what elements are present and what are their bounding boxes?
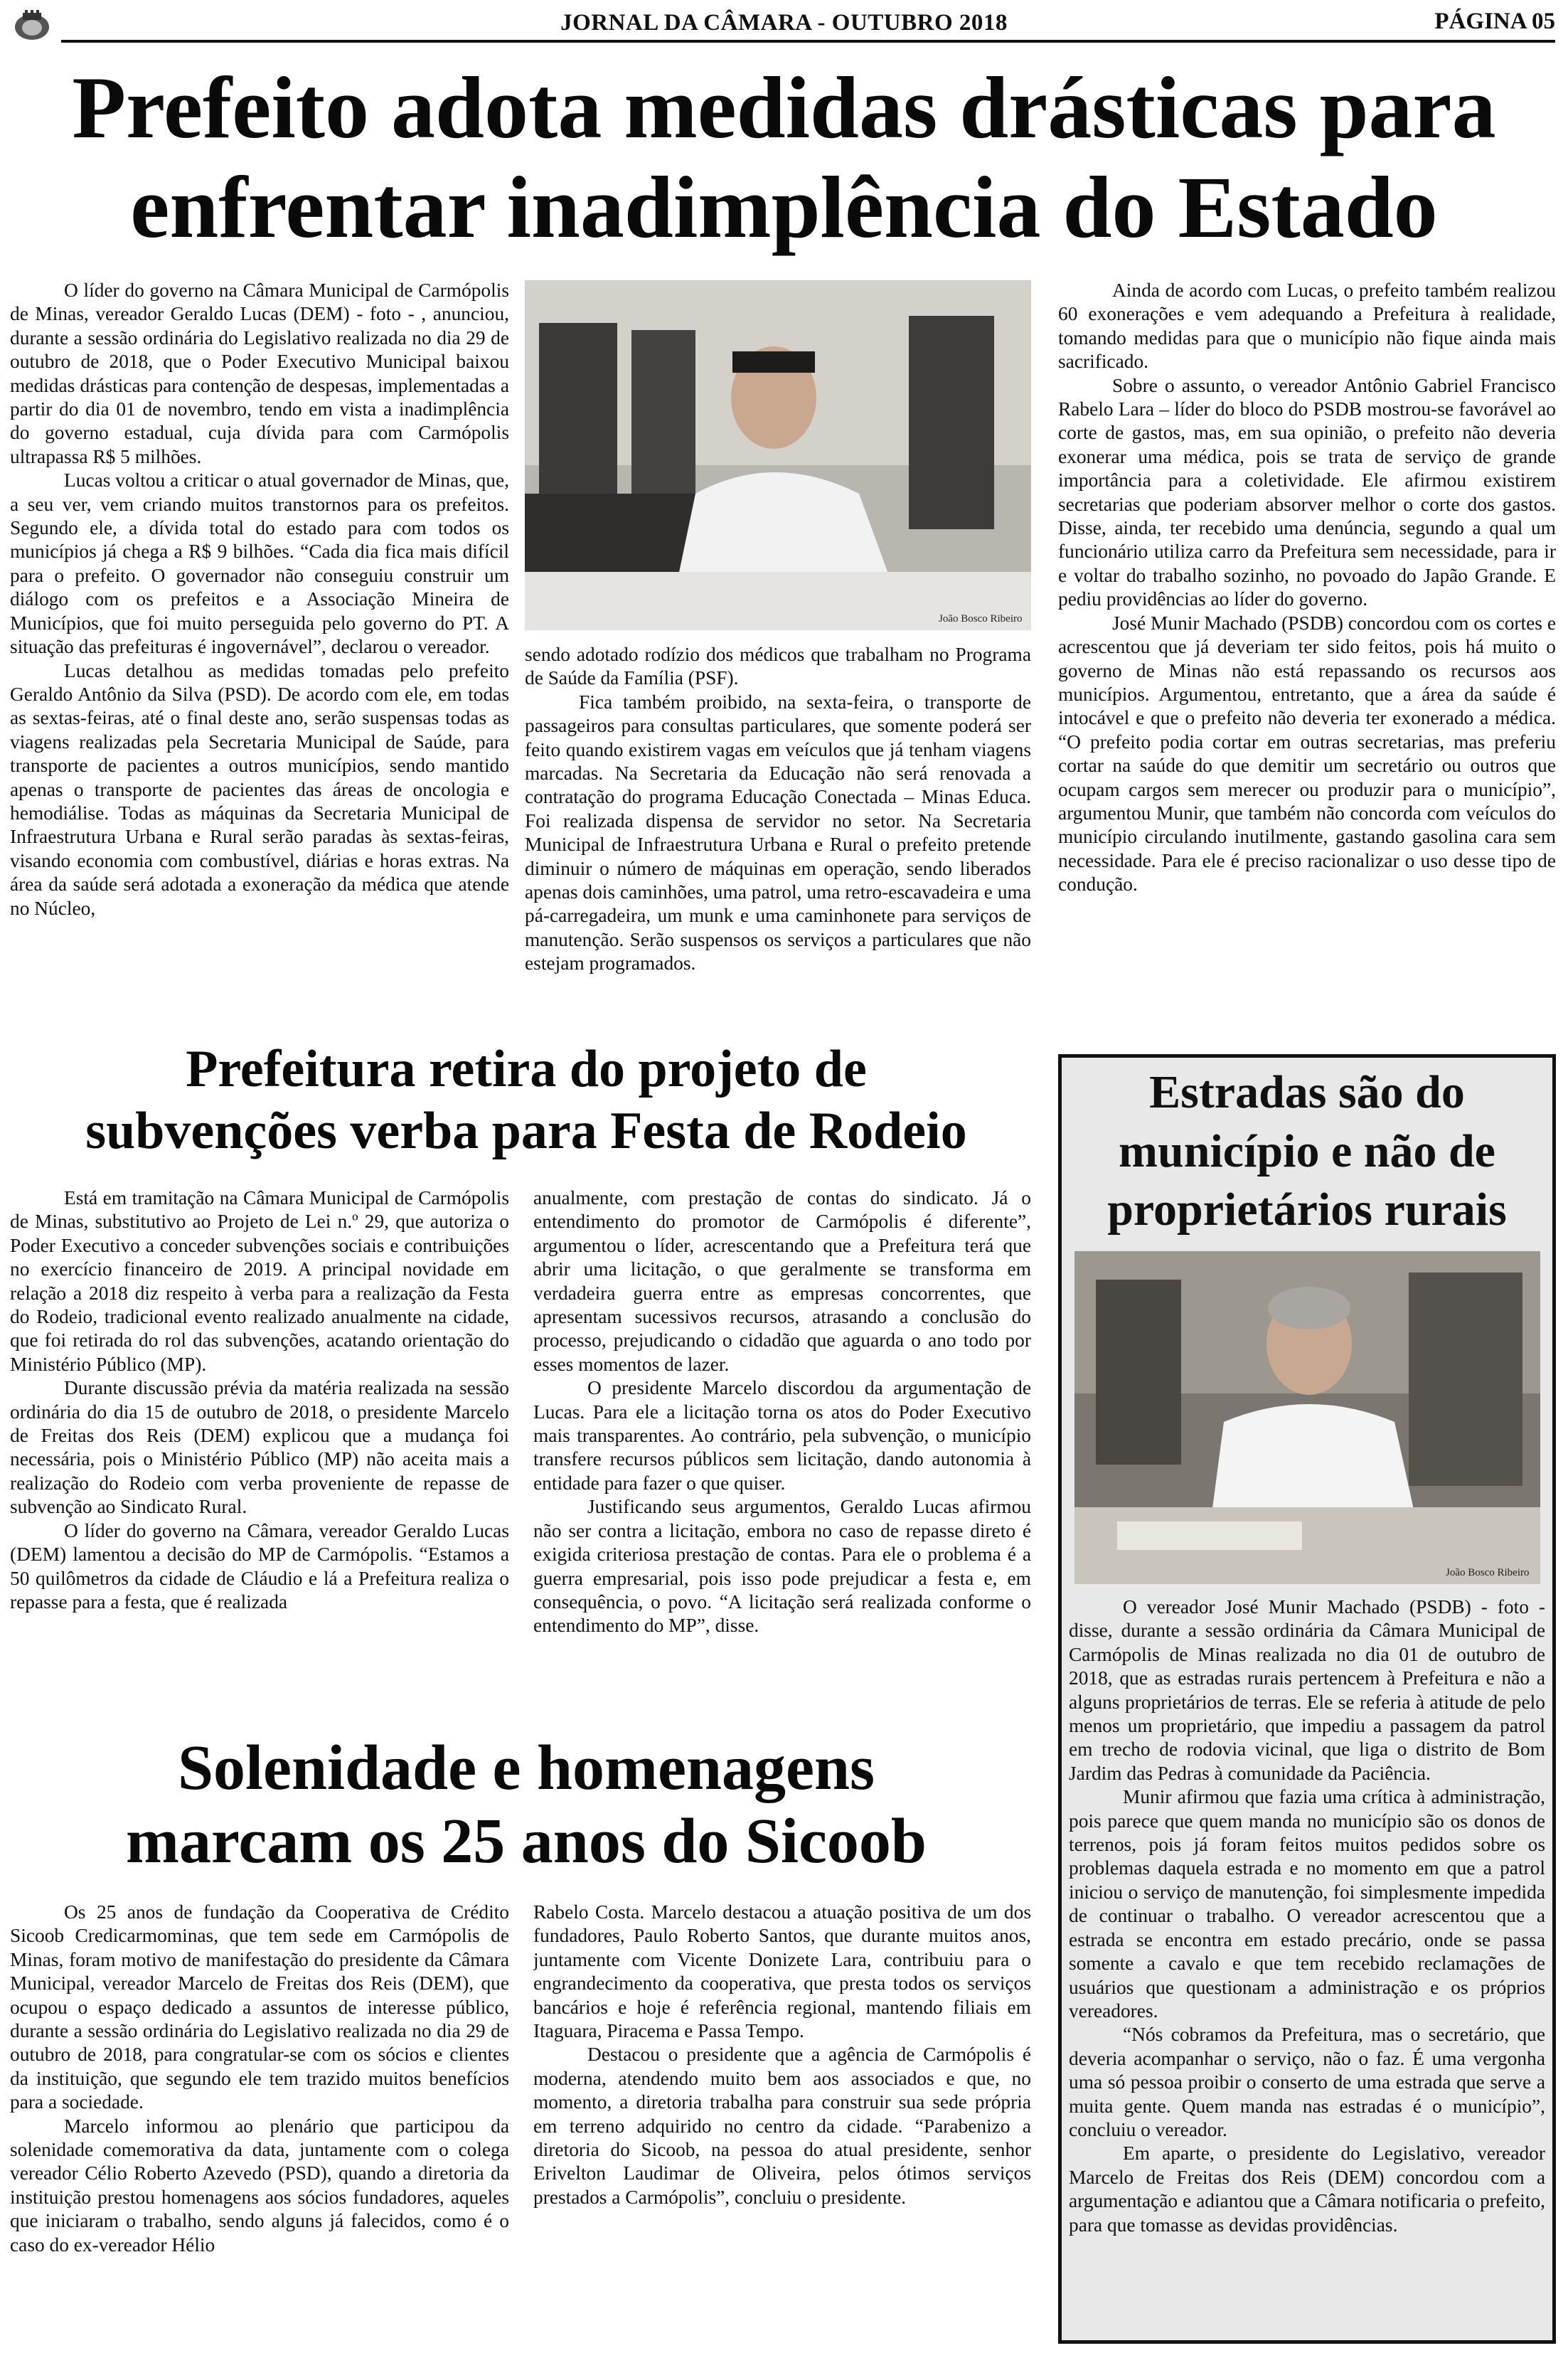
paragraph: Marcelo informou ao plenário que participou da solenidade comemorativa da data, juntamente com o colega vereador Célio Roberto Azevedo (PSD), quando a diretoria da instituição prestou homenagens aos sócios fundadores, aqueles que iniciaram o trabalho, sendo alguns já falecidos, como é o caso do ex-vereador Hélio: [10, 2115, 509, 2256]
page-number: PÁGINA 05: [1434, 9, 1555, 34]
paragraph: Ainda de acordo com Lucas, o prefeito também realizou 60 exonerações e vem adequando a Prefeitura à realidade, tomando medidas para que o município não fique ainda mais sacrificado.: [1058, 280, 1556, 373]
article2-headline-line2: subvenções verba para Festa de Rodeio: [85, 1101, 967, 1160]
article2-column-2: [533, 1186, 1031, 1727]
article2-headline: [14, 1039, 1038, 1162]
header-rule: [61, 40, 1555, 43]
sidebar-headline-line2: município e não de: [1119, 1125, 1495, 1177]
article1-headline-line1: Prefeito adota medidas drásticas para: [72, 59, 1496, 156]
sidebar-headline-line1: Estradas são do: [1149, 1066, 1465, 1118]
paragraph: anualmente, com prestação de contas do sindicato. Já o entendimento do promotor de Carmópolis é diferente”, argumentou o líder, acrescentando que a Prefeitura terá que abrir uma licitação, o que geralmente se transforma em verdadeira guerra entre as empresas concorrentes, que apresentam sucessivos recursos, atrasando a conclusão do processo, prejudicando o cidadão que aguarda o ano todo por esses momentos de lazer.: [533, 1187, 1031, 1375]
article3-column-2: [533, 1901, 1031, 2345]
article1-column-1: [10, 279, 509, 1036]
paragraph: Em aparte, o presidente do Legislativo, vereador Marcelo de Freitas dos Reis (DEM) concordou com a argumentação e adiantou que a Câmara notificaria o prefeito, para que tomasse as devidas providências.: [1069, 2142, 1545, 2236]
paragraph: sendo adotado rodízio dos médicos que trabalham no Programa de Saúde da Família (PSF).: [525, 644, 1031, 689]
article2-headline-line1: Prefeitura retira do projeto de: [186, 1040, 867, 1098]
article1-column-2: [525, 643, 1031, 1036]
paragraph: Lucas detalhou as medidas tomadas pelo prefeito Geraldo Antônio da Silva (PSD). De acordo com ele, em todas as sextas-feiras, até o final deste ano, serão suspensas todas as viagens realizadas pela Secretaria Municipal de Saúde, para transporte de pacientes a outros municípios, sendo mantido apenas o transporte de pacientes das áreas de oncologia e hemodiálise. Todas as máquinas da Secretaria Municipal de Infraestrutura Urbana e Rural serão paradas às sextas-feiras, visando economia com combustível, diárias e horas extras. Na área da saúde será adotada a exoneração da médica que atende no Núcleo,: [10, 659, 509, 919]
paragraph: Durante discussão prévia da matéria realizada na sessão ordinária do dia 15 de outubro de 2018, o presidente Marcelo de Freitas dos Reis (DEM) explicou que a mudança foi necessária, pois o Ministério Público (MP) não aceita mais a realização do Rodeio com verba proveniente de repasse de subvenção ao Sindicato Rural.: [10, 1377, 509, 1518]
paragraph: Os 25 anos de fundação da Cooperativa de Crédito Sicoob Credicarmominas, que tem sede em Carmópolis de Minas, foram motivo de manifestação do presidente da Câmara Municipal, vereador Marcelo de Freitas dos Reis (DEM), que ocupou o espaço dedicado a assuntos de interesse público, durante a sessão ordinária do Legislativo realizada no dia 29 de outubro de 2018, para congratular-se com os sócios e clientes da instituição, que segundo ele tem trazido muitos benefícios para a sociedade.: [10, 1901, 509, 2113]
paragraph: O líder do governo na Câmara, vereador Geraldo Lucas (DEM) lamentou a decisão do MP de Carmópolis. “Estamos a 50 quilômetros da cidade de Cláudio e lá a Prefeitura realiza o repasse para a festa, que é realizada: [10, 1519, 509, 1613]
article1-headline-line2: enfrentar inadimplência do Estado: [130, 159, 1438, 257]
sidebar-photo-credit: João Bosco Ribeiro: [1446, 1567, 1530, 1578]
paragraph: Sobre o assunto, o vereador Antônio Gabriel Francisco Rabelo Lara – líder do bloco do PSDB mostrou-se favorável ao corte de gastos, mas, em sua opinião, o prefeito não deveria exonerar uma médica, pois se trata de serviço de grande importância para a coletividade. Ele afirmou existirem secretarias que poderiam absorver melhor o corte dos gastos. Disse, ainda, ter recebido uma denúncia, segundo a qual um funcionário utiliza carro da Prefeitura sem necessidade, para ir e voltar do trabalho sozinho, no povoado do Japão Grande. E pediu providências ao líder do governo.: [1058, 374, 1556, 610]
paragraph: Lucas voltou a criticar o atual governador de Minas, que, a seu ver, vem criando muitos transtornos para os prefeitos. Segundo ele, a dívida total do estado para com todos os municípios já chega a R$ 9 bilhões. “Cada dia fica mais difícil para o prefeito. O governador não conseguiu construir um diálogo com os prefeitos e a Associação Mineira de Municípios, que foi muito perseguida pelo governo do PT. A situação das prefeituras é ingovernável”, declarou o vereador.: [10, 469, 509, 658]
sidebar-box: [1058, 1054, 1556, 2344]
sidebar-headline: [1062, 1063, 1552, 1240]
paragraph: Está em tramitação na Câmara Municipal de Carmópolis de Minas, substitutivo ao Projeto de Lei n.º 29, que autoriza o Poder Executivo a conceder subvenções sociais e contribuições no exercício financeiro de 2019. A principal novidade em relação a 2018 diz respeito à verba para a realização da Festa do Rodeio, tradicional evento realizado anualmente na cidade, que foi retirada do rol das subvenções, acatando orientação do Ministério Público (MP).: [10, 1187, 509, 1375]
paragraph: “Nós cobramos da Prefeitura, mas o secretário, que deveria acompanhar o serviço, não o faz. É uma vergonha uma só pessoa proibir o conserto de uma estrada que serve a muita gente. Quem manda nas estradas é o município”, concluiu o vereador.: [1069, 2024, 1545, 2140]
article1-photo: [525, 280, 1031, 630]
sidebar-photo: [1074, 1251, 1540, 1584]
article2-column-1: [10, 1186, 509, 1727]
sidebar-column: [1069, 1595, 1545, 2335]
article1-column-3: [1058, 279, 1556, 1036]
paragraph: Munir afirmou que fazia uma crítica à administração, pois parece que quem manda no município são os donos de terrenos, pois já foram feitos muitos pedidos sobre os problemas daquela estrada e no momento em que a patrol iniciou o serviço de manutenção, foi simplesmente impedida de continuar o trabalho. O vereador acrescentou que a estrada se encontra em estado precário, onde se passa somente a cavalo e que tem recebido reclamações de usuários que questionam a administração e os próprios vereadores.: [1069, 1786, 1545, 2022]
paragraph: O vereador José Munir Machado (PSDB) - foto - disse, durante a sessão ordinária da Câmara Municipal de Carmópolis de Minas realizada no dia 01 de outubro de 2018, que as estradas rurais pertencem à Prefeitura e não a alguns proprietários de terras. Ele se referia à atitude de pelo menos um proprietário, que impediu a passagem da patrol em trecho de rodovia vicinal, que liga o distrito de Bom Jardim das Pedras à comunidade da Paciência.: [1069, 1596, 1545, 1784]
article3-headline: [14, 1732, 1038, 1878]
article3-headline-line1: Solenidade e homenagens: [177, 1733, 875, 1803]
sidebar-headline-line3: proprietários rurais: [1107, 1184, 1507, 1236]
paragraph: O presidente Marcelo discordou da argumentação de Lucas. Para ele a licitação torna os atos do Poder Executivo mais transparentes. Ao contrário, pela subvenção, o município transfere recursos públicos sem licitação, dando autonomia à entidade para fazer o que quiser.: [533, 1377, 1031, 1494]
paragraph: Justificando seus argumentos, Geraldo Lucas afirmou não ser contra a licitação, embora no caso de repasse direto é exigida criteriosa prestação de contas. Para ele o problema é a guerra empresarial, pois isso pode prejudicar a festa e, em consequência, o povo. “A licitação será realizada conforme o entendimento do MP”, disse.: [533, 1496, 1031, 1637]
article1-headline: [7, 58, 1561, 257]
paragraph: Destacou o presidente que a agência de Carmópolis é moderna, atendendo muito bem aos associados e que, no momento, a diretoria trabalha para construir sua sede própria em terreno adquirido no centro da cidade. “Parabenizo a diretoria do Sicoob, na pessoa do atual presidente, senhor Erivelton Laudimar de Oliveira, pelos ótimos serviços prestados a Carmópolis”, concluiu o presidente.: [533, 2044, 1031, 2208]
page-header: [0, 0, 1568, 46]
paragraph: Fica também proibido, na sexta-feira, o transporte de passageiros para consultas particulares, que somente poderá ser feito quando existirem vagas em veículos que já tenham viagens marcadas. Na Secretaria da Educação não será renovada a contratação do programa Educação Conectada – Minas Educa. Foi realizada dispensa de servidor no setor. Na Secretaria Municipal de Infraestrutura Urbana e Rural o prefeito pretende diminuir o número de máquinas em operação, sendo liberados apenas dois caminhões, uma patrol, uma retro-escavadeira e uma pá-carregadeira, um munk e uma caminhonete para serviços de manutenção. Serão suspensos os serviços a particulares que não estejam programados.: [525, 691, 1031, 974]
paragraph: O líder do governo na Câmara Municipal de Carmópolis de Minas, vereador Geraldo Lucas (DEM) - foto - , anunciou, durante a sessão ordinária do Legislativo realizada no dia 29 de outubro de 2018, que o Poder Executivo Municipal baixou medidas drásticas para contenção de despesas, implementadas a partir do dia 01 de novembro, tendo em vista a inadimplência do governo estadual, cuja dívida para com Carmópolis ultrapassa R$ 5 milhões.: [10, 280, 509, 467]
article3-headline-line2: marcam os 25 anos do Sicoob: [126, 1805, 927, 1876]
article1-photo-credit: João Bosco Ribeiro: [939, 613, 1023, 625]
paragraph: José Munir Machado (PSDB) concordou com os cortes e acrescentou que já deveriam ter sido feitos, pois há muito o governo de Minas não está repassando os recursos aos municípios. Argumentou, entretanto, que a área da saúde é intocável e que o prefeito não deveria ter exonerado a médica. “O prefeito podia cortar em outras secretarias, mas preferiu cortar na saúde do que demitir um secretário ou outros que ocupam cargos sem merecer ou produzir para o município”, argumentou Munir, que também não concorda com veículos do município circulando inutilmente, gastando gasolina cara sem necessidade. Para ele é preciso racionalizar o uso desse tipo de condução.: [1058, 612, 1556, 896]
paragraph: Rabelo Costa. Marcelo destacou a atuação positiva de um dos fundadores, Paulo Roberto Santos, que durante muitos anos, juntamente com Vicente Donizete Lara, contribuiu para o engrandecimento da cooperativa, que presta todos os serviços bancários e hoje é referência regional, mantendo filiais em Itaguara, Piracema e Passa Tempo.: [533, 1901, 1031, 2042]
journal-title: JORNAL DA CÂMARA - OUTUBRO 2018: [560, 10, 1008, 36]
article3-column-1: [10, 1901, 509, 2345]
